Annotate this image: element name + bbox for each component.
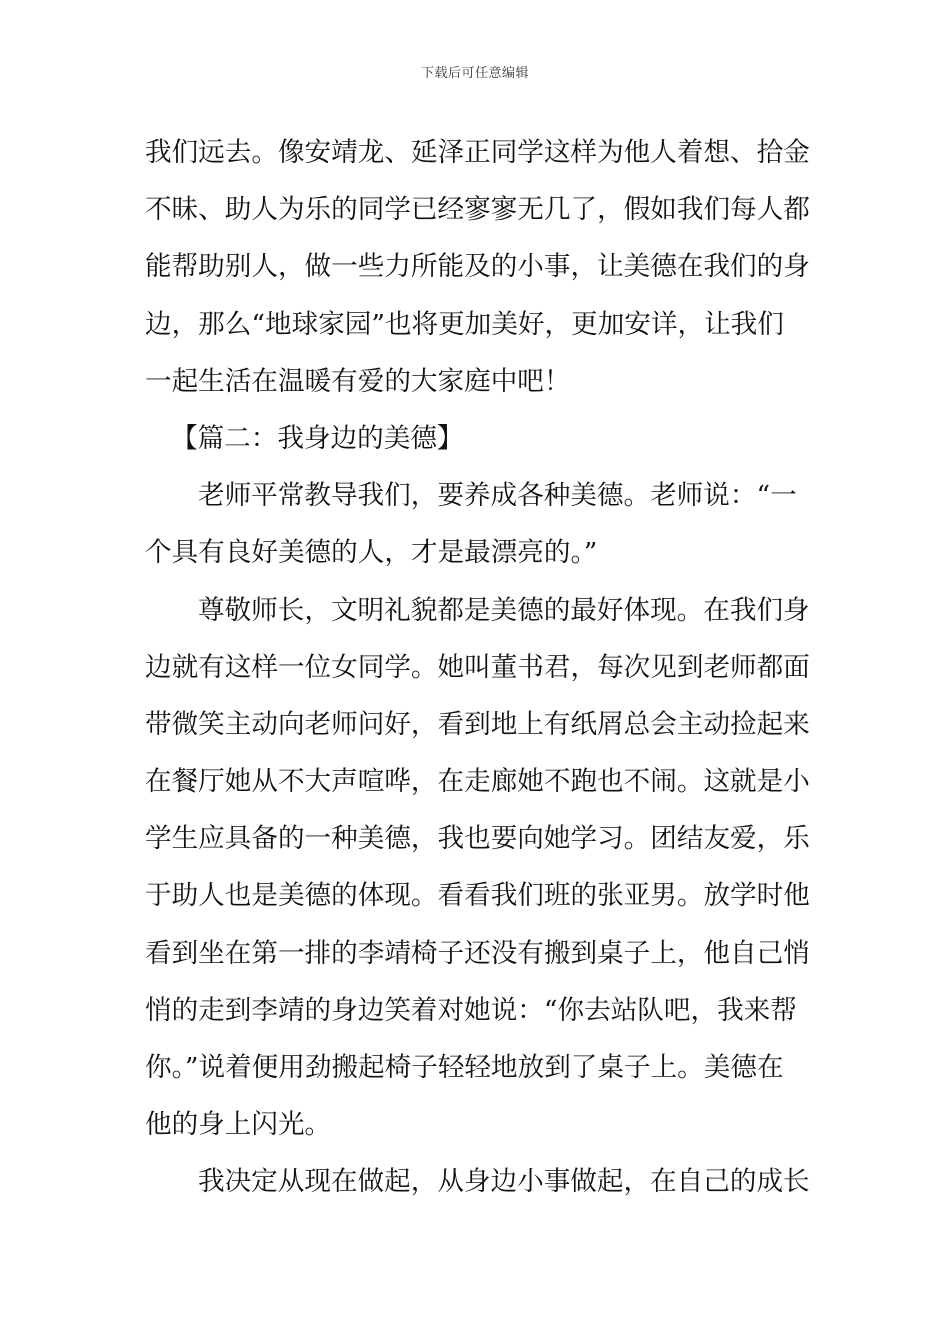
text-line: 学生应具备的一种美德，我也要向她学习。团结友爱，乐: [145, 823, 810, 855]
text-line: 他的身上闪光。: [145, 1109, 332, 1141]
text-line: 悄的走到李靖的身边笑着对她说：“你去站队吧，我来帮: [145, 994, 797, 1026]
text-line: 我决定从现在做起，从身边小事做起，在自己的成长: [198, 1166, 810, 1198]
text-line: 老师平常教导我们，要养成各种美德。老师说：“一: [198, 480, 797, 512]
section-heading-block: [145, 410, 805, 467]
page-header: 下载后可任意编辑: [420, 66, 529, 81]
paragraph-examples: [145, 582, 810, 1154]
text-line: 一起生活在温暖有爱的大家庭中吧！: [145, 365, 571, 397]
paragraph-resolution: [145, 1153, 810, 1210]
section-heading: 【篇二：我身边的美德】: [171, 422, 464, 454]
text-line: 于助人也是美德的体现。看看我们班的张亚男。放学时他: [145, 880, 810, 912]
text-line: 尊敬师长，文明礼貌都是美德的最好体现。在我们身: [198, 594, 810, 626]
text-line: 你。”说着便用劲搬起椅子轻轻地放到了桌子上。美德在: [145, 1052, 784, 1083]
text-line: 能帮助别人，做一些力所能及的小事，让美德在我们的身: [145, 251, 810, 283]
text-line: 在餐厅她从不大声喧哗，在走廊她不跑也不闹。这就是小: [145, 766, 810, 798]
text-line: 个具有良好美德的人，才是最漂亮的。”: [145, 537, 598, 569]
text-line: 不昧、助人为乐的同学已经寥寥无几了，假如我们每人都: [145, 194, 810, 226]
document-body: [145, 124, 810, 1211]
paragraph-teacher-quote: [145, 467, 805, 581]
text-line: 看到坐在第一排的李靖椅子还没有搬到桌子上，他自己悄: [145, 937, 810, 969]
text-line: 边，那么“地球家园”也将更加美好，更加安详，让我们: [145, 308, 784, 340]
text-line: 带微笑主动向老师问好，看到地上有纸屑总会主动捡起来: [145, 708, 810, 740]
text-line: 我们远去。像安靖龙、延泽正同学这样为他人着想、拾金: [145, 137, 810, 168]
paragraph-continuation: [145, 124, 810, 410]
text-line: 边就有这样一位女同学。她叫董书君，每次见到老师都面: [145, 651, 810, 683]
